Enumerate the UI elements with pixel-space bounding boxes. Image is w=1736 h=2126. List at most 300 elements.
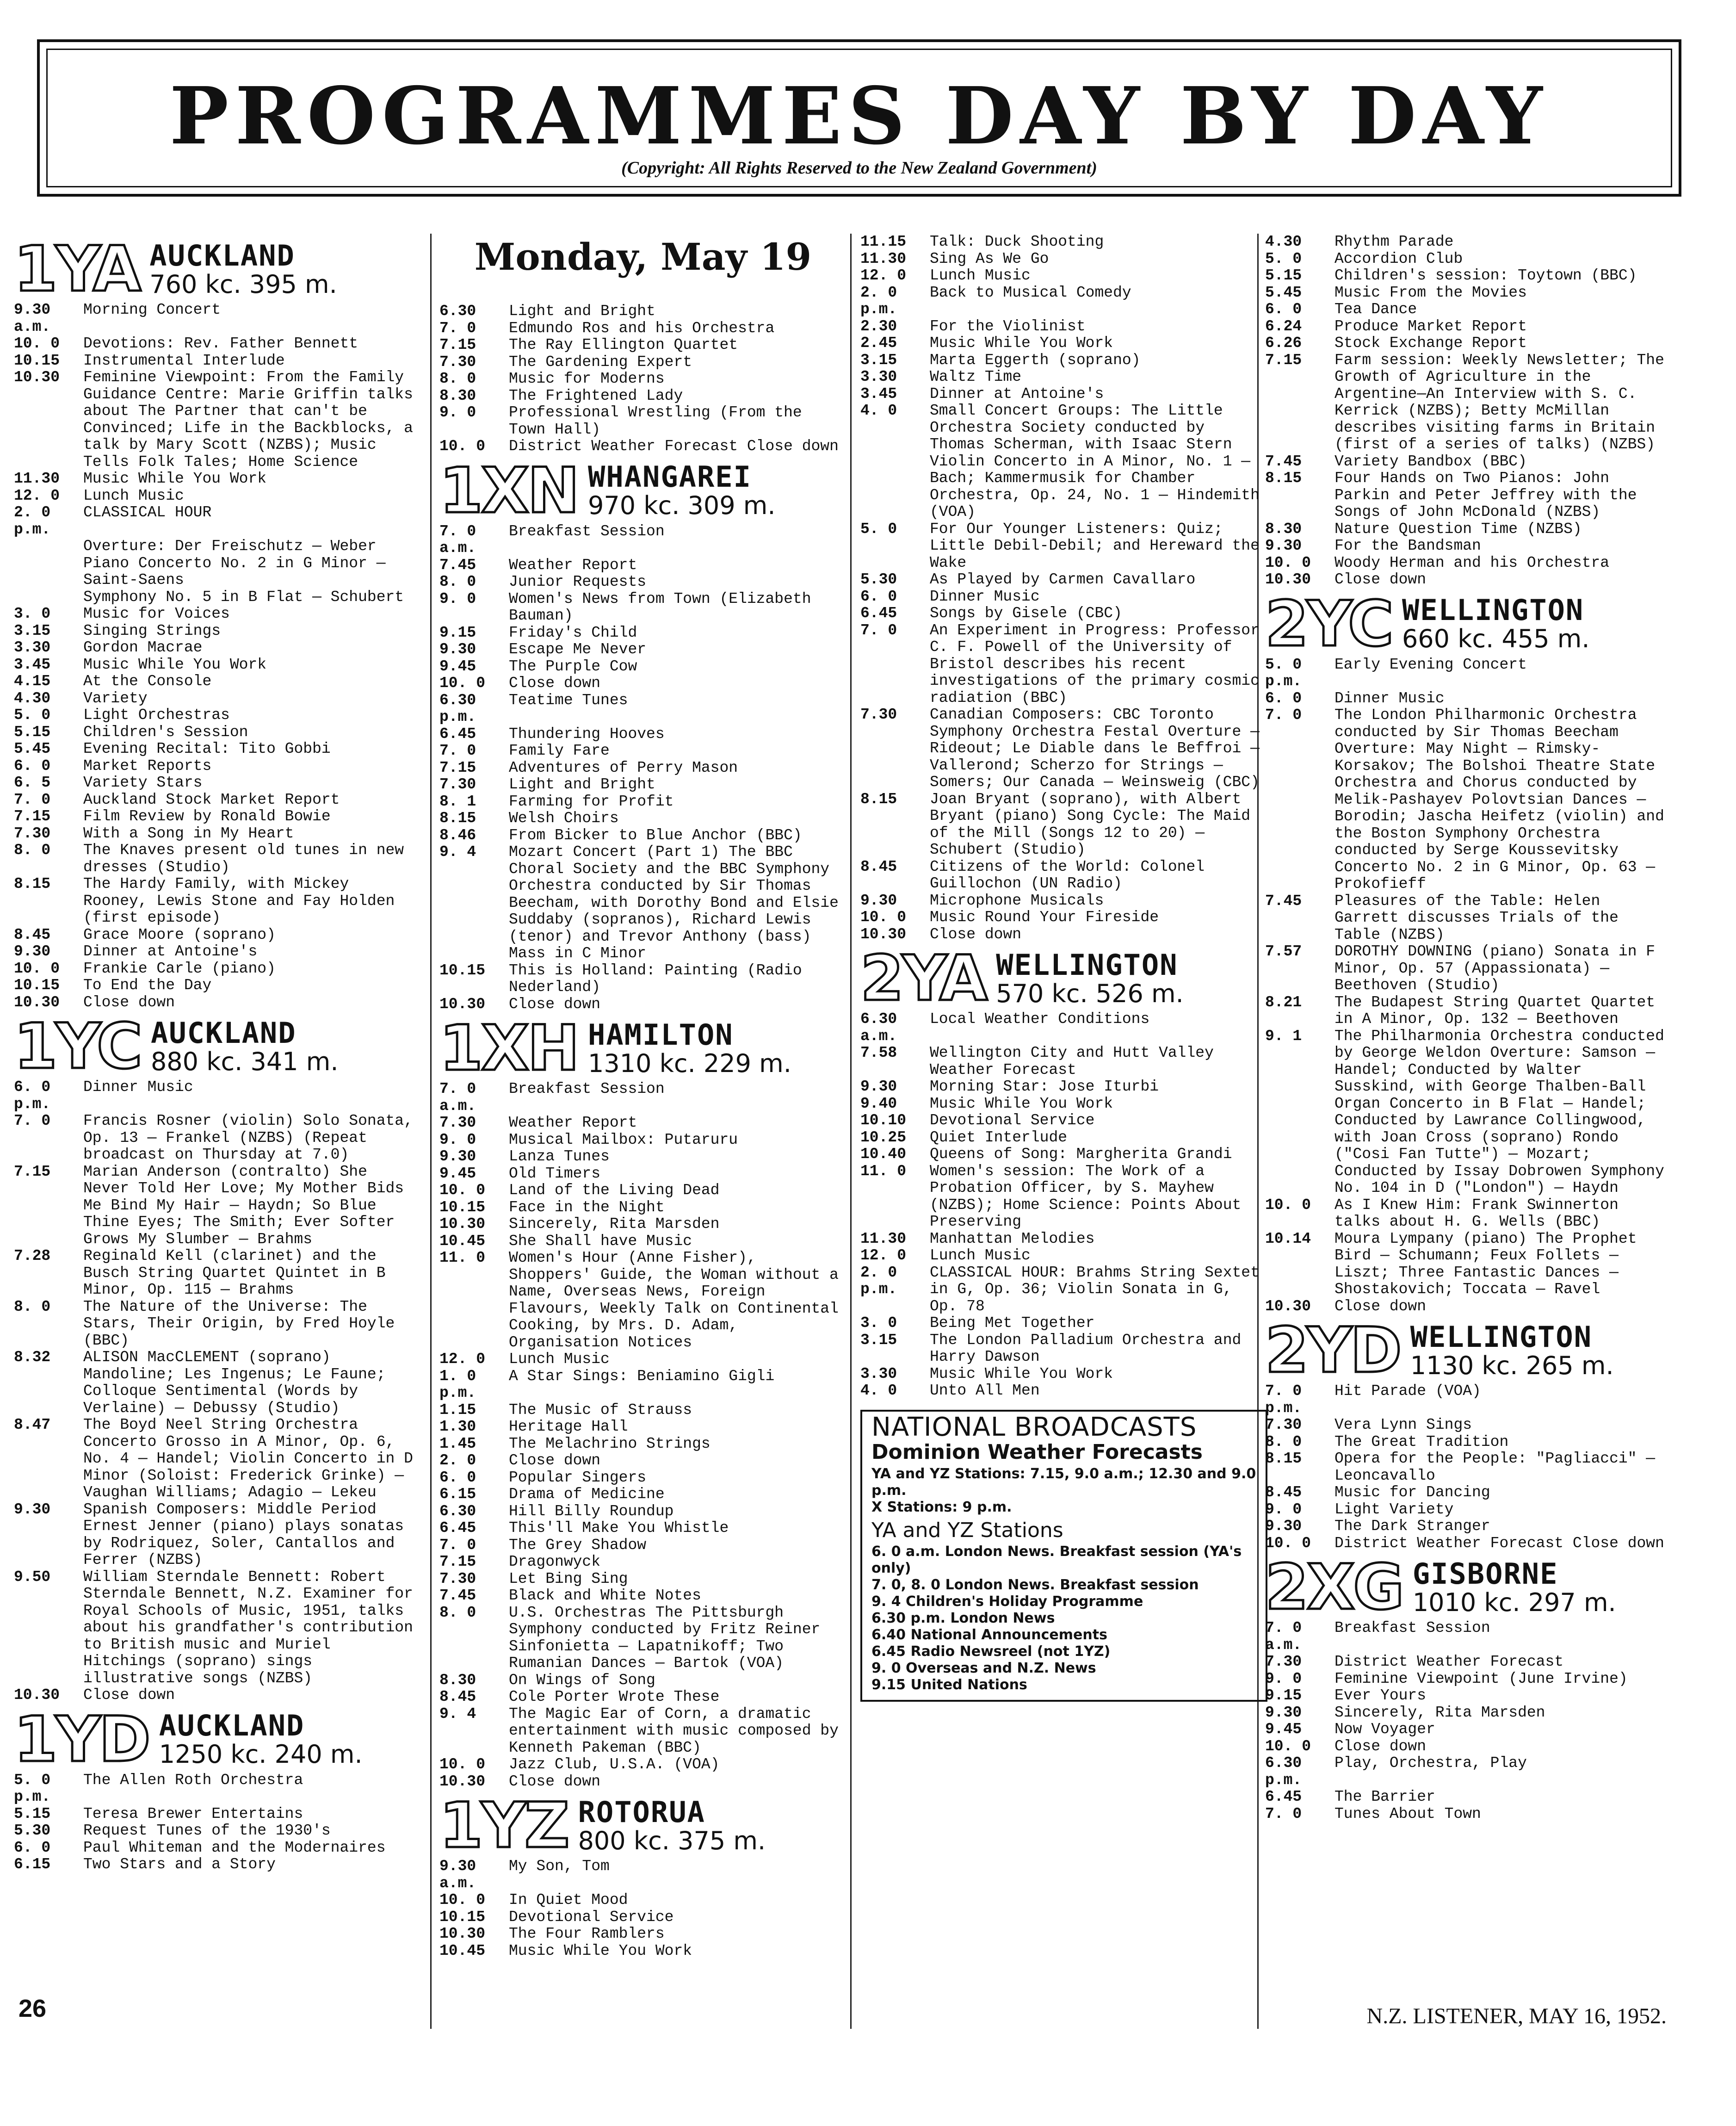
programme-item <box>14 1299 421 1350</box>
programme-title: Now Voyager <box>1334 1721 1435 1738</box>
programme-time: 9.45 <box>1265 1721 1302 1738</box>
station-city: HAMILTON <box>588 1017 734 1052</box>
programme-title: The Dark Stranger <box>1334 1518 1490 1535</box>
programme-time: 9.45 <box>439 657 476 675</box>
programme-item <box>14 1856 421 1873</box>
programme-time: 2. 0 p.m. <box>14 504 51 538</box>
programme-item <box>860 1112 1267 1129</box>
programme-item <box>439 1520 846 1537</box>
programme-time: 6.30 p.m. <box>439 691 476 725</box>
programme-time: 7. 0 a.m. <box>439 1080 476 1115</box>
programme-item <box>860 1011 1267 1045</box>
copyright-notice: (Copyright: All Rights Reserved to the New Zealand Government) <box>621 158 1097 178</box>
programme-time: 11.30 <box>14 470 60 487</box>
programme-time: 11.30 <box>860 1230 907 1247</box>
programme-item <box>439 320 846 337</box>
station-frequency: 760 kc. 395 m. <box>149 269 337 299</box>
programme-time: 8. 0 <box>439 1604 476 1621</box>
programme-item <box>1265 943 1672 994</box>
programme-item <box>860 403 1267 521</box>
programme-title: Joan Bryant (soprano), with Albert Bryant (piano) Song Cycle: The Maid of the Mill (Songs 12 to 20) — Schubert (Studio) <box>930 790 1251 858</box>
programme-time: 6.30 <box>439 303 476 320</box>
programme-item <box>860 1096 1267 1113</box>
national-line: 6. 0 a.m. London News. Breakfast session (YA's only) <box>871 1543 1242 1576</box>
programme-item <box>1265 1755 1672 1789</box>
programme-item <box>14 1113 421 1164</box>
programme-title: She Shall have Music <box>509 1232 692 1250</box>
station-call-sign: 1XN <box>439 454 578 527</box>
station-frequency: 970 kc. 309 m. <box>588 491 776 520</box>
column-rule <box>850 234 852 2029</box>
programme-item <box>860 369 1267 386</box>
programme-time: 7. 0 <box>14 1112 51 1129</box>
programme-time: 6.24 <box>1265 317 1302 335</box>
programme-title: Frankie Carle (piano) <box>83 960 276 977</box>
programme-title: Light Orchestras <box>83 707 230 724</box>
programme-item <box>14 369 421 471</box>
programme-title: Feminine Viewpoint: From the Family Guidance Centre: Marie Griffin talks about The Partner that can't be Convinced; Life in the Backblocks, a talk by Mary Scott (NZBS); Music Tells Folk Tales; Home Science <box>83 369 413 471</box>
programme-item <box>439 1182 846 1199</box>
programme-title: Women's Hour (Anne Fisher), Shoppers' Guide, the Woman without a Name, Overseas News, Foreign Flavours, Weekly Talk on Continental Cooking, by Mrs. D. Adam, Organisation Notices <box>509 1249 839 1351</box>
programme-time: 7. 0 <box>14 791 51 808</box>
programme-time: 9. 1 <box>1265 1027 1302 1045</box>
station-header-1xh <box>439 1012 846 1085</box>
programme-item <box>14 657 421 674</box>
programme-time: 4. 0 <box>860 1382 897 1399</box>
programme-item <box>1265 657 1672 690</box>
programme-time: 4.15 <box>14 673 51 690</box>
programme-item <box>14 639 421 657</box>
programme-title: Music Round Your Fireside <box>930 909 1159 926</box>
programme-title: Devotional Service <box>930 1112 1095 1129</box>
programme-title: Ever Yours <box>1334 1687 1427 1704</box>
programme-title: The Knaves present old tunes in new dresses (Studio) <box>83 842 404 876</box>
programme-item <box>1265 893 1672 944</box>
programme-title: Market Reports <box>83 757 212 775</box>
programme-item <box>860 1231 1267 1248</box>
programme-item <box>14 994 421 1011</box>
programme-item <box>439 371 846 388</box>
programme-list-1yd <box>14 1772 421 1873</box>
programme-item <box>439 1756 846 1773</box>
programme-title: Heritage Hall <box>509 1418 628 1435</box>
programme-title: Symphony No. 5 in B Flat — Schubert <box>83 588 404 606</box>
programme-title: My Son, Tom <box>509 1858 610 1875</box>
programme-title: Gordon Macrae <box>83 639 203 656</box>
programme-item <box>1265 994 1672 1028</box>
station-call-sign: 2YC <box>1265 587 1392 660</box>
programme-time: 9.30 <box>14 1500 51 1518</box>
programme-time: 3.30 <box>14 639 51 656</box>
programme-list-2ya <box>860 1011 1267 1400</box>
programme-title: Dragonwyck <box>509 1553 601 1570</box>
programme-time: 10. 0 <box>439 1891 486 1909</box>
programme-item <box>1265 267 1672 285</box>
programme-item <box>1265 1417 1672 1434</box>
programme-title: Mozart Concert (Part 1) The BBC Choral Society and the BBC Symphony Orchestra conducted by Sir Thomas Beecham, with Dorothy Bond and Elsie Suddaby (sopranos), Richard Lewis (tenor) and Trevor Anthony (bass) Mass in C Minor <box>509 843 839 962</box>
programme-time: 12. 0 <box>860 267 907 284</box>
programme-time: 6. 0 <box>1265 301 1302 318</box>
programme-item <box>439 1351 846 1368</box>
programme-time: 8.45 <box>860 858 897 875</box>
station-call-sign: 1YD <box>14 1703 149 1776</box>
programme-title: With a Song in My Heart <box>83 824 294 842</box>
programme-title: CLASSICAL HOUR <box>83 504 212 521</box>
programme-time: 4.30 <box>14 689 51 707</box>
programme-item <box>1265 470 1672 521</box>
programme-item <box>1265 1231 1672 1298</box>
programme-title: Close down <box>509 995 601 1013</box>
programme-title: Teatime Tunes <box>509 691 628 709</box>
programme-time: 7. 0 <box>860 621 897 639</box>
programme-item <box>439 404 846 438</box>
programme-title: Jazz Club, U.S.A. (VOA) <box>509 1756 720 1773</box>
station-frequency: 570 kc. 526 m. <box>996 979 1184 1008</box>
programme-title: The Ray Ellington Quartet <box>509 336 738 353</box>
programme-time: 10.30 <box>439 1773 486 1790</box>
programme-time: 8.15 <box>860 790 897 808</box>
programme-title: Variety <box>83 689 148 707</box>
programme-item <box>439 1132 846 1149</box>
programme-item <box>439 1419 846 1436</box>
programme-title: Music for Moderns <box>509 370 665 387</box>
programme-title: Play, Orchestra, Play <box>1334 1754 1527 1772</box>
programme-title: Old Timers <box>509 1165 601 1182</box>
station-call-sign: 2XG <box>1265 1551 1402 1624</box>
programme-title: Children's session: Toytown (BBC) <box>1334 267 1637 284</box>
programme-item <box>860 1129 1267 1147</box>
weather-forecasts-subtitle: Dominion Weather Forecasts <box>871 1440 1203 1464</box>
forecast-line: YA and YZ Stations: 7.15, 9.0 a.m.; 12.30 and 9.0 p.m. <box>871 1465 1256 1499</box>
programme-title: Close down <box>509 1773 601 1790</box>
programme-item <box>14 876 421 927</box>
station-city: WELLINGTON <box>996 948 1178 982</box>
programme-title: From Bicker to Blue Anchor (BBC) <box>509 826 802 844</box>
programme-item <box>1265 1434 1672 1451</box>
programme-time: 3.15 <box>860 351 897 369</box>
programme-item <box>14 808 421 825</box>
national-line: 9.15 United Nations <box>871 1677 1027 1693</box>
station-city: AUCKLAND <box>159 1709 305 1742</box>
programme-title: Early Evening Concert <box>1334 656 1527 673</box>
programme-item <box>14 1501 421 1569</box>
programme-time: 10.40 <box>860 1146 907 1163</box>
station-header-1ya <box>14 233 421 305</box>
programme-title: Talk: Duck Shooting <box>930 233 1104 250</box>
programme-item <box>860 267 1267 285</box>
programme-item <box>14 1840 421 1857</box>
programme-item <box>1265 571 1672 589</box>
national-line: 9. 0 Overseas and N.Z. News <box>871 1660 1096 1676</box>
programme-time: 5. 0 p.m. <box>14 1771 51 1805</box>
programme-title: Songs by Gisele (CBC) <box>930 605 1122 622</box>
programme-time: 10. 0 <box>439 675 486 692</box>
programme-item <box>1265 335 1672 352</box>
station-header-1yc <box>14 1010 421 1083</box>
programme-time: 1.15 <box>439 1401 476 1419</box>
programme-item <box>860 251 1267 268</box>
programme-title: The Gardening Expert <box>509 353 692 371</box>
national-broadcasts-box <box>860 1410 1267 1702</box>
programme-item <box>14 623 421 640</box>
programme-item <box>439 1943 846 1960</box>
national-line: 6.45 Radio Newsreel (not 1YZ) <box>871 1643 1111 1660</box>
programme-item <box>1265 1028 1672 1197</box>
programme-title: Unto All Men <box>930 1382 1040 1399</box>
programme-title: Music for Dancing <box>1334 1484 1490 1501</box>
programme-item <box>14 1164 421 1248</box>
programme-item <box>1265 1450 1672 1484</box>
programme-time: 9.30 <box>860 1078 897 1095</box>
programme-list-2xg <box>1265 1620 1672 1822</box>
programme-time: 9. 4 <box>439 1705 476 1723</box>
programme-title: Dinner Music <box>1334 689 1445 707</box>
programme-time: 11. 0 <box>439 1249 486 1266</box>
programme-item <box>439 1689 846 1706</box>
station-call-sign: 2YA <box>860 942 986 1015</box>
programme-time: 8.30 <box>439 387 476 404</box>
programme-item <box>439 760 846 777</box>
programme-time: 9.40 <box>860 1095 897 1112</box>
programme-item <box>14 555 421 589</box>
programme-item <box>439 1368 846 1402</box>
programme-title: Lunch Music <box>930 267 1031 284</box>
programme-time: 10. 0 <box>1265 1737 1311 1755</box>
programme-time <box>14 538 83 555</box>
programme-time: 5.30 <box>860 571 897 588</box>
programme-title: Music While You Work <box>509 1942 692 1959</box>
programme-title: Accordion Club <box>1334 250 1463 267</box>
programme-time: 10. 0 <box>860 909 907 926</box>
station-city: WELLINGTON <box>1402 593 1584 627</box>
programme-time: 8.15 <box>1265 470 1302 487</box>
programme-title: Being Met Together <box>930 1314 1095 1332</box>
programme-title: Tea Dance <box>1334 301 1417 318</box>
programme-title: William Sterndale Bennett: Robert Sterndale Bennett, N.Z. Examiner for Royal Schools of Music, 1951, talks about his grandfather's contribution to British music and Muriel Hitchings (soprano) sings illustrative songs (NZBS) <box>83 1568 413 1687</box>
national-line: 6.30 p.m. London News <box>871 1610 1055 1626</box>
programme-time: 5. 0 <box>860 520 897 538</box>
programme-item <box>14 943 421 961</box>
programme-item <box>439 1503 846 1520</box>
programme-time: 3. 0 <box>860 1314 897 1332</box>
programme-item <box>14 1349 421 1417</box>
programme-title: Musical Mailbox: Putaruru <box>509 1131 738 1148</box>
programme-time: 7.30 <box>1265 1416 1302 1433</box>
programme-item <box>14 538 421 555</box>
programme-title: The Barrier <box>1334 1788 1435 1805</box>
programme-time: 9.30 a.m. <box>14 301 51 335</box>
programme-title: The Frightened Lady <box>509 387 683 404</box>
programme-item <box>439 574 846 591</box>
programme-item <box>14 1687 421 1704</box>
programme-item <box>14 961 421 978</box>
programme-title: Junior Requests <box>509 573 647 590</box>
programme-title: As I Knew Him: Frank Swinnerton talks about H. G. Wells (BBC) <box>1334 1196 1619 1230</box>
programme-title: Music for Voices <box>83 605 230 622</box>
programme-time: 3.15 <box>14 622 51 639</box>
programme-time: 10.30 <box>1265 1297 1311 1315</box>
programme-title: Music From the Movies <box>1334 284 1527 301</box>
station-city: AUCKLAND <box>150 1016 297 1050</box>
programme-item <box>860 318 1267 335</box>
programme-time: 10. 0 <box>14 960 60 977</box>
programme-item <box>439 1148 846 1165</box>
programme-item <box>439 1858 846 1892</box>
programme-time: 6. 0 <box>860 588 897 605</box>
programme-title: Quiet Interlude <box>930 1128 1068 1146</box>
programme-title: Thundering Hooves <box>509 725 665 743</box>
programme-title: Welsh Choirs <box>509 810 619 827</box>
programme-time: 6.45 <box>860 605 897 622</box>
programme-time: 6. 0 <box>1265 689 1302 707</box>
programme-item <box>860 707 1267 791</box>
programme-item <box>14 741 421 758</box>
programme-title: Request Tunes of the 1930's <box>83 1822 331 1839</box>
programme-item <box>14 606 421 623</box>
programme-item <box>1265 1197 1672 1231</box>
programme-time: 9.15 <box>439 624 476 641</box>
programme-title: Back to Musical Comedy <box>930 284 1131 301</box>
programme-title: Morning Concert <box>83 301 221 318</box>
programme-title: Dinner Music <box>930 588 1040 605</box>
station-header-1yz <box>439 1789 846 1862</box>
station-city: WHANGAREI <box>588 460 752 494</box>
programme-item <box>14 758 421 775</box>
national-line: 9. 4 Children's Holiday Programme <box>871 1593 1143 1610</box>
programme-item <box>14 1806 421 1823</box>
programme-item <box>439 675 846 692</box>
programme-title: To End the Day <box>83 977 212 994</box>
programme-time: 7.45 <box>1265 452 1302 470</box>
programme-time: 9. 0 <box>1265 1500 1302 1518</box>
programme-item <box>860 1332 1267 1366</box>
programme-title: Women's News from Town (Elizabeth Bauman) <box>509 590 811 624</box>
programme-time: 7.30 <box>439 353 476 371</box>
programme-time: 9. 0 <box>439 1131 476 1148</box>
programme-title: Cole Porter Wrote These <box>509 1688 720 1705</box>
programme-title: Family Fare <box>509 742 610 759</box>
programme-time: 8.30 <box>1265 520 1302 538</box>
programme-item <box>1265 453 1672 471</box>
programme-item <box>860 521 1267 572</box>
programme-item <box>860 335 1267 352</box>
station-frequency: 1130 kc. 265 m. <box>1410 1351 1614 1380</box>
programme-item <box>439 1233 846 1250</box>
programme-item <box>14 1822 421 1840</box>
programme-title: On Wings of Song <box>509 1671 655 1689</box>
programme-time: 9.30 <box>860 892 897 909</box>
programme-title: Lunch Music <box>83 487 184 504</box>
programme-time: 6.30 p.m. <box>1265 1754 1302 1789</box>
programme-title: Paul Whiteman and the Modernaires <box>83 1839 386 1856</box>
programme-time: 6.45 <box>439 1519 476 1537</box>
station-header-2ya <box>860 942 1267 1015</box>
programme-item <box>14 353 421 370</box>
programme-title: The Music of Strauss <box>509 1401 692 1419</box>
programme-item <box>439 591 846 625</box>
programme-list-1xh <box>439 1081 846 1790</box>
programme-time: 8. 1 <box>439 793 476 810</box>
programme-title: Vera Lynn Sings <box>1334 1416 1472 1433</box>
programme-item <box>1265 1383 1672 1417</box>
programme-time: 2. 0 p.m. <box>860 1264 897 1298</box>
programme-item <box>860 352 1267 369</box>
programme-time: 6. 0 <box>14 757 51 775</box>
programme-item <box>439 1402 846 1419</box>
programme-time: 7. 0 <box>439 742 476 759</box>
programme-item <box>14 927 421 944</box>
programme-time: 7.15 <box>14 808 51 825</box>
column-3 <box>860 234 1267 1702</box>
programme-time: 10.10 <box>860 1112 907 1129</box>
programme-title: Variety Bandbox (BBC) <box>1334 452 1527 470</box>
programme-item <box>439 1909 846 1926</box>
programme-time: 7. 0 <box>439 1536 476 1554</box>
programme-time: 8.45 <box>1265 1484 1302 1501</box>
programme-time: 2.45 <box>860 335 897 352</box>
programme-time: 3.30 <box>860 368 897 385</box>
programme-time: 6.45 <box>439 725 476 743</box>
programme-item <box>1265 1705 1672 1722</box>
programme-time: 9.30 <box>14 943 51 960</box>
programme-time: 9. 4 <box>439 843 476 861</box>
programme-item <box>860 589 1267 606</box>
programme-title: Lanza Tunes <box>509 1148 610 1165</box>
programme-time: 9.30 a.m. <box>439 1858 476 1892</box>
programme-time: 7.15 <box>439 759 476 776</box>
national-line: 6.40 National Announcements <box>871 1627 1107 1643</box>
programme-item <box>439 1773 846 1791</box>
programme-time: 5.15 <box>1265 267 1302 284</box>
programme-list-1ya <box>14 302 421 1011</box>
programme-item <box>1265 1671 1672 1688</box>
programme-item <box>1265 1484 1672 1501</box>
programme-time: 9.50 <box>14 1568 51 1586</box>
column-2 <box>439 234 846 1959</box>
programme-title: Moura Lympany (piano) The Prophet Bird — Schumann; Feux Follets — Liszt; Three Fantastic Dances — Shostakovich; Toccata — Ravel <box>1334 1230 1637 1298</box>
programme-title: Close down <box>509 675 601 692</box>
programme-title: Film Review by Ronald Bowie <box>83 808 331 825</box>
programme-time: 10. 0 <box>439 1756 486 1773</box>
programme-time: 3.45 <box>860 385 897 403</box>
programme-time: 6. 0 <box>14 1839 51 1856</box>
programme-item <box>439 1469 846 1487</box>
programme-item <box>439 1672 846 1689</box>
programme-title: The Philharmonia Orchestra conducted by George Weldon Overture: Samson — Handel; Conducted by Walter Susskind, with George Thalben-Ball Organ Concerto in B Flat — Handel; Conducted by Lawrance Collingwood, with Joan Cross (soprano) Rondo ("Cosi Fan Tutte") — Mozart; Conducted by Issay Dobrowen Symphony No. 104 in D ("London") — Haydn <box>1334 1027 1664 1196</box>
programme-time: 9.30 <box>439 641 476 658</box>
programme-item <box>1265 1789 1672 1806</box>
programme-title: Face in the Night <box>509 1198 665 1216</box>
programme-item <box>439 1892 846 1909</box>
station-call-sign: 1YC <box>14 1010 141 1083</box>
programme-title: Close down <box>1334 571 1427 588</box>
programme-time: 9.30 <box>1265 1704 1302 1721</box>
station-frequency: 800 kc. 375 m. <box>578 1826 766 1855</box>
programme-time: 7.15 <box>439 336 476 353</box>
programme-time: 9.45 <box>439 1165 476 1182</box>
programme-title: Light and Bright <box>509 776 655 793</box>
programme-item <box>14 1248 421 1299</box>
programme-title: The Budapest String Quartet Quartet in A Minor, Op. 132 — Beethoven <box>1334 993 1656 1028</box>
programme-item <box>1265 1535 1672 1552</box>
programme-item <box>439 1115 846 1132</box>
programme-title: Grace Moore (soprano) <box>83 926 276 943</box>
programme-item <box>14 825 421 843</box>
programme-title: Adventures of Perry Mason <box>509 759 738 776</box>
programme-title: Light Variety <box>1334 1500 1454 1518</box>
programme-title: This'll Make You Whistle <box>509 1519 729 1537</box>
programme-item <box>439 1587 846 1605</box>
